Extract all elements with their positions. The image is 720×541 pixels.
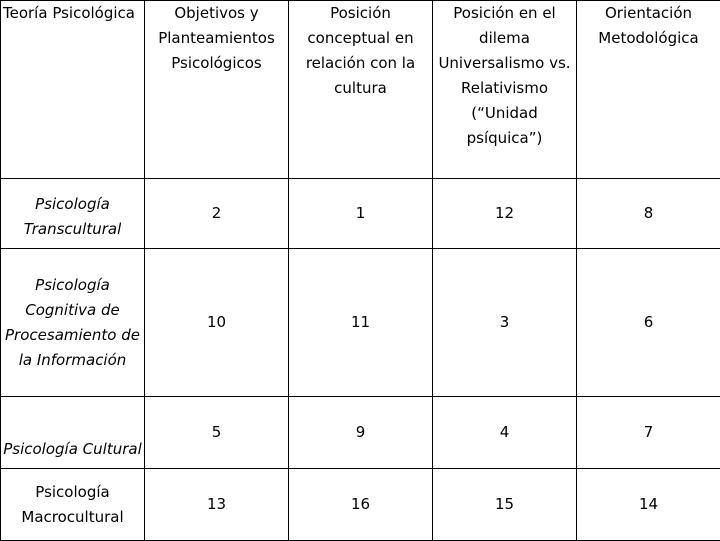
header-objectives: Objetivos y Planteamientos Psicológicos xyxy=(145,1,289,179)
table-cell: 11 xyxy=(289,249,433,397)
table-cell: 8 xyxy=(577,179,720,249)
table-cell: 2 xyxy=(145,179,289,249)
header-dilemma-position: Posición en el dilema Universalismo vs. Relativismo (“Unidad psíquica”) xyxy=(433,1,577,179)
table-cell: 4 xyxy=(433,397,577,469)
table-cell: 5 xyxy=(145,397,289,469)
table-cell: 7 xyxy=(577,397,720,469)
table-cell: 10 xyxy=(145,249,289,397)
table-cell: 1 xyxy=(289,179,433,249)
row-label: Psicología Cultural xyxy=(1,397,145,469)
table-cell: 15 xyxy=(433,469,577,541)
table-cell: 6 xyxy=(577,249,720,397)
header-theory: Teoría Psicológica xyxy=(1,1,145,179)
header-conceptual-position: Posición conceptual en relación con la cultura xyxy=(289,1,433,179)
table-cell: 16 xyxy=(289,469,433,541)
table-row xyxy=(1,469,720,541)
table-cell: 14 xyxy=(577,469,720,541)
table-cell: 12 xyxy=(433,179,577,249)
table-row xyxy=(1,397,720,469)
row-label: Psicología Macrocultural xyxy=(1,469,145,541)
table-row xyxy=(1,249,720,397)
table-row xyxy=(1,179,720,249)
table-cell: 13 xyxy=(145,469,289,541)
header-methodology: Orientación Metodológica xyxy=(577,1,720,179)
table-cell: 9 xyxy=(289,397,433,469)
row-label: Psicología Cognitiva de Procesamiento de la Información xyxy=(1,249,145,397)
row-label: Psicología Transcultural xyxy=(1,179,145,249)
table-cell: 3 xyxy=(433,249,577,397)
header-row xyxy=(1,1,720,179)
